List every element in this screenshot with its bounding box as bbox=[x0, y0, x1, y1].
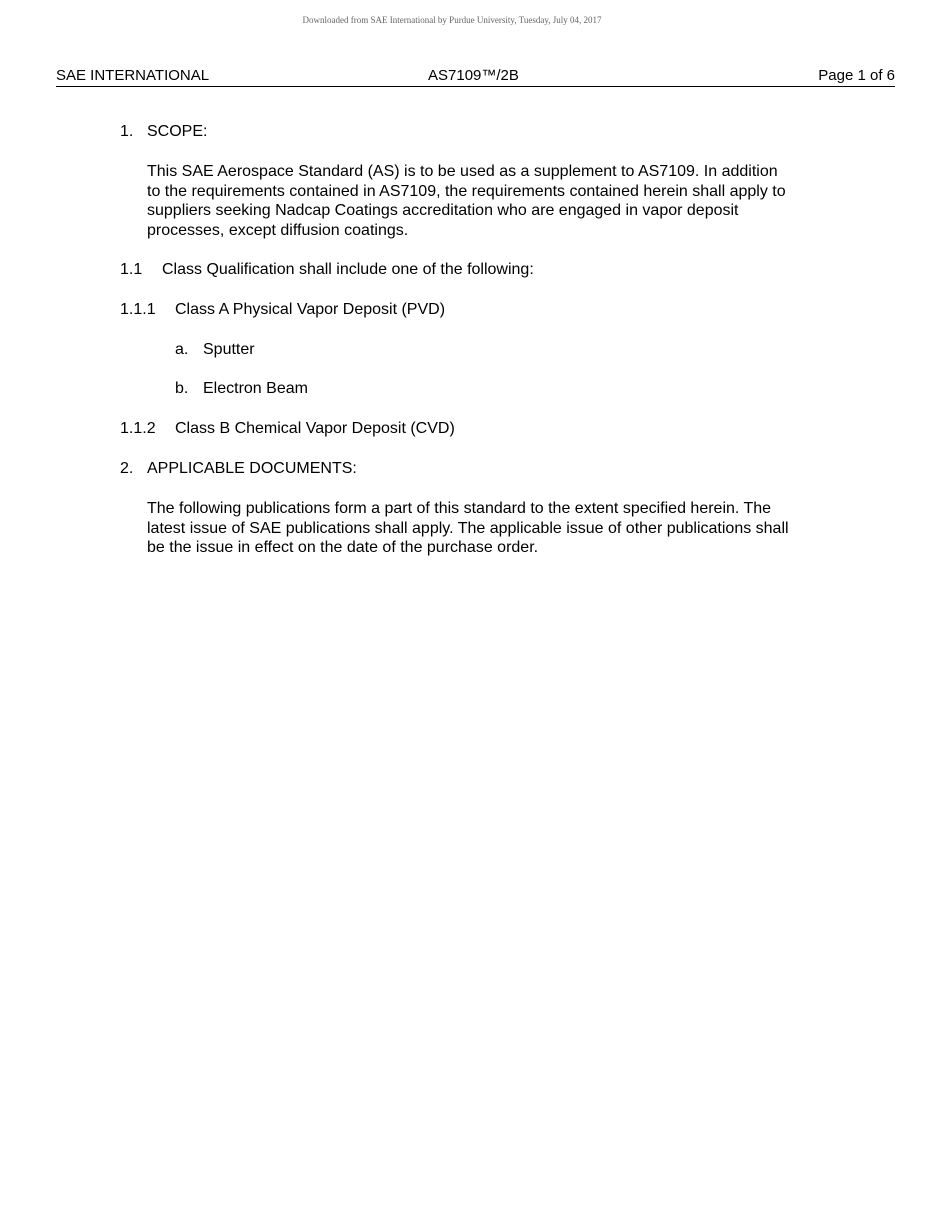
section-1-1-1 bbox=[120, 300, 820, 320]
section-title: APPLICABLE DOCUMENTS: bbox=[147, 460, 357, 477]
scope-paragraph bbox=[147, 162, 786, 240]
page-header bbox=[56, 66, 895, 87]
download-notice: Downloaded from SAE International by Purdue University, Tuesday, July 04, 2017 bbox=[302, 15, 602, 25]
section-number: 1.1.1 bbox=[120, 301, 156, 318]
section-title: SCOPE: bbox=[147, 123, 208, 140]
section-applicable-documents-heading bbox=[120, 459, 820, 479]
section-number: 2. bbox=[120, 460, 134, 477]
section-1-1-2 bbox=[120, 419, 820, 439]
header-organization: SAE INTERNATIONAL bbox=[56, 67, 210, 84]
list-item-sputter bbox=[175, 340, 675, 360]
header-document-id: AS7109™/2B bbox=[428, 67, 519, 84]
paragraph-line: be the issue in effect on the date of the purchase order. bbox=[147, 539, 539, 556]
section-text: Class A Physical Vapor Deposit (PVD) bbox=[175, 301, 446, 318]
section-number: 1.1.2 bbox=[120, 420, 156, 437]
section-text: Class B Chemical Vapor Deposit (CVD) bbox=[175, 420, 455, 437]
paragraph-line: The following publications form a part of this standard to the extent specified herein. The bbox=[147, 500, 772, 517]
section-scope-heading bbox=[120, 122, 820, 142]
section-number: 1.1 bbox=[120, 261, 143, 278]
list-marker: b. bbox=[175, 380, 189, 397]
list-item-text: Sputter bbox=[203, 341, 255, 358]
section-1-1 bbox=[120, 260, 820, 280]
paragraph-line: suppliers seeking Nadcap Coatings accreditation who are engaged in vapor deposit bbox=[147, 202, 739, 219]
list-item-electron-beam bbox=[175, 379, 675, 399]
section-number: 1. bbox=[120, 123, 134, 140]
paragraph-line: latest issue of SAE publications shall apply. The applicable issue of other publications shall bbox=[147, 519, 789, 537]
paragraph-line: to the requirements contained in AS7109, the requirements contained herein shall apply to bbox=[147, 182, 786, 200]
list-marker: a. bbox=[175, 341, 189, 358]
applicable-documents-paragraph bbox=[147, 499, 789, 558]
header-page-number: Page 1 of 6 bbox=[818, 67, 895, 84]
paragraph-line: processes, except diffusion coatings. bbox=[147, 221, 409, 239]
paragraph-line: This SAE Aerospace Standard (AS) is to be used as a supplement to AS7109. In addition bbox=[147, 163, 778, 180]
list-item-text: Electron Beam bbox=[203, 380, 308, 397]
section-text: Class Qualification shall include one of the following: bbox=[162, 261, 534, 278]
